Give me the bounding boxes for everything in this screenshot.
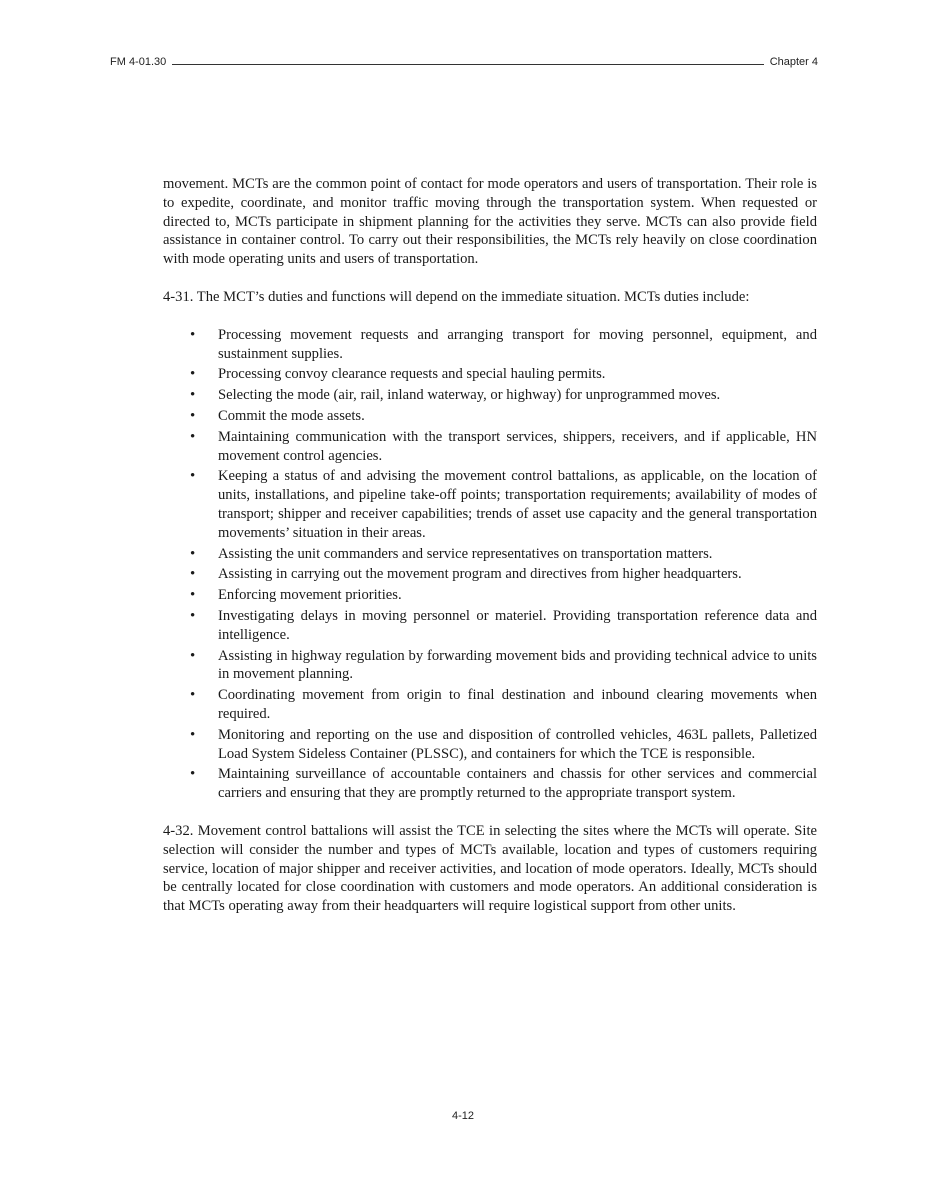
paragraph-4-31: 4-31. The MCT’s duties and functions will depend on the immediate situation. MCTs duties include:: [163, 288, 750, 305]
duty-item: • Keeping a status of and advising the movement control battalions, as applicable, on the location of units, installations, and pipeline take-off points; transportation requirements; availability of modes of transport; shipper and receiver capabilities; trends of asset use capacity and the general transportation movements’ situation in their areas.: [218, 467, 817, 542]
duty-item: • Assisting in highway regulation by forwarding movement bids and providing technical advice to units in movement planning.: [218, 647, 817, 685]
duty-item: • Assisting the unit commanders and service representatives on transportation matters.: [218, 545, 817, 564]
duty-item: • Selecting the mode (air, rail, inland waterway, or highway) for unprogrammed moves.: [218, 386, 817, 405]
duty-item: • Investigating delays in moving personnel or materiel. Providing transportation reference data and intelligence.: [218, 607, 817, 645]
paragraph-4-32: 4-32. Movement control battalions will assist the TCE in selecting the sites where the MCTs will operate. Site selection will consider the number and types of MCTs available, location and types of customers requiring service, location of major shipper and receiver activities, and location of mode operators. Ideally, MCTs should be centrally located for close coordination with customers and mode operators. An additional consideration is that MCTs operating away from their headquarters will require logistical support from other units.: [163, 822, 817, 915]
duty-item: • Commit the mode assets.: [218, 407, 817, 426]
duty-item: • Coordinating movement from origin to final destination and inbound clearing movements when required.: [218, 686, 817, 724]
duty-item: • Enforcing movement priorities.: [218, 586, 817, 605]
duty-item: • Maintaining communication with the transport services, shippers, receivers, and if applicable, HN movement control agencies.: [218, 428, 817, 466]
page-number: 4-12: [451, 1110, 475, 1122]
duty-item: • Maintaining surveillance of accountable containers and chassis for other services and commercial carriers and ensuring that they are promptly returned to the appropriate transport system.: [218, 765, 817, 803]
duty-item: • Assisting in carrying out the movement program and directives from higher headquarters.: [218, 565, 817, 584]
header-rule: [172, 64, 763, 65]
duty-item: • Monitoring and reporting on the use and disposition of controlled vehicles, 463L pallets, Palletized Load System Sideless Container (PLSSC), and containers for which the TCE is responsible.: [218, 726, 817, 764]
duties-list: [163, 326, 817, 803]
running-header: [110, 52, 818, 68]
body-text: [163, 175, 817, 935]
paragraph-intro: movement. MCTs are the common point of contact for mode operators and users of transportation. Their role is to expedite, coordinate, and monitor traffic moving through the transportation system. When requested or directed to, MCTs participate in shipment planning for the activities they serve. MCTs can also provide field assistance in container control. To carry out their responsibilities, the MCTs rely heavily on close coordination with mode operating units and users of transportation.: [163, 176, 817, 268]
duty-item: • Processing convoy clearance requests and special hauling permits.: [218, 365, 817, 384]
header-manual-id: FM 4-01.30: [110, 56, 167, 68]
duty-item: • Processing movement requests and arranging transport for moving personnel, equipment, and sustainment supplies.: [218, 326, 817, 364]
header-chapter: Chapter 4: [769, 56, 818, 68]
